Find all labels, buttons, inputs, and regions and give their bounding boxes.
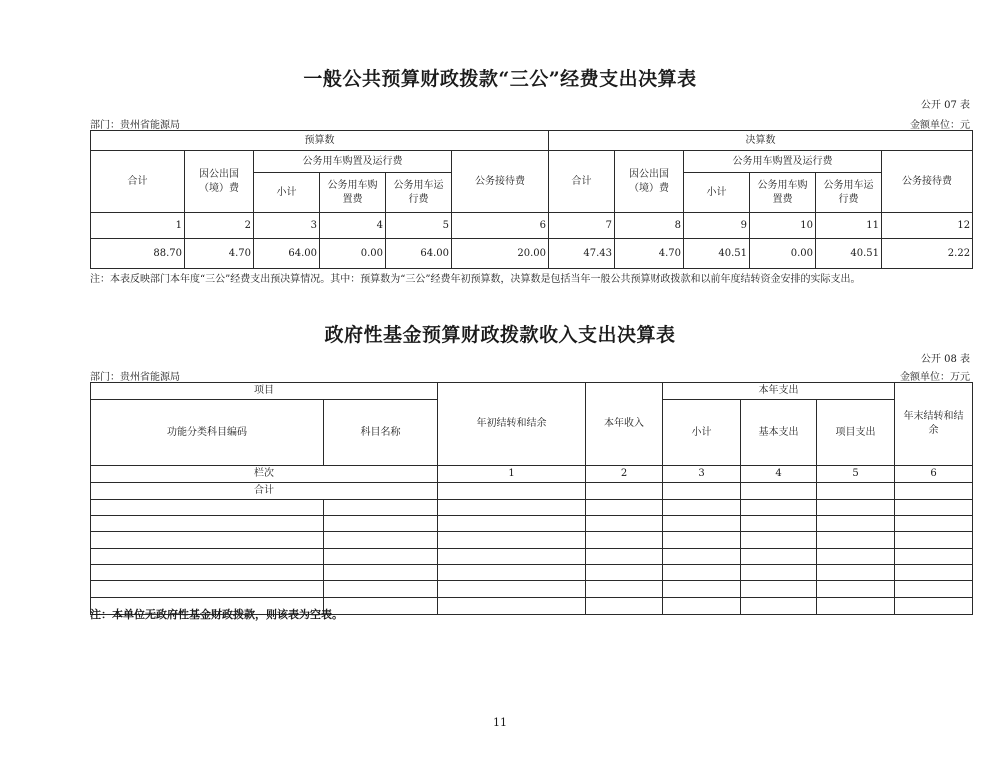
table1-note: 注：本表反映部门本年度“三公”经费支出预决算情况。其中：预算数为“三公”经费年初预算数，决算数是包括当年一般公共预算财政拨款和以前年度结转资金安排的实际支出。 xyxy=(90,274,861,285)
value-cell: 0.00 xyxy=(320,239,386,269)
index-cell: 5 xyxy=(386,213,452,239)
empty-cell xyxy=(438,483,586,500)
empty-cell xyxy=(586,483,663,500)
index-cell: 10 xyxy=(750,213,816,239)
index-cell: 3 xyxy=(254,213,320,239)
table-row xyxy=(91,565,973,581)
table2-note: 注：本单位无政府性基金财政拨款，则该表为空表。 xyxy=(90,608,343,621)
index-cell: 9 xyxy=(684,213,750,239)
table2-department: 部门：贵州省能源局 xyxy=(90,372,180,383)
index-cell: 3 xyxy=(663,466,741,483)
total-label-cell: 合计 xyxy=(91,483,438,500)
value-cell: 64.00 xyxy=(386,239,452,269)
budget-purchase-header: 公务用车购 置费 xyxy=(320,173,386,213)
index-cell: 6 xyxy=(895,466,973,483)
value-cell: 40.51 xyxy=(684,239,750,269)
final-group-header: 决算数 xyxy=(549,131,973,151)
table-row xyxy=(91,549,973,565)
final-abroad-header: 因公出国 （境）费 xyxy=(615,151,684,213)
basic-expense-header: 基本支出 xyxy=(741,400,817,466)
budget-abroad-header: 因公出国 （境）费 xyxy=(185,151,254,213)
page-number: 11 xyxy=(493,716,507,729)
expense-group-header: 本年支出 xyxy=(663,383,895,400)
project-expense-header: 项目支出 xyxy=(817,400,895,466)
index-cell: 4 xyxy=(741,466,817,483)
table2-unit: 金额单位：万元 xyxy=(900,372,970,383)
table2-title: 政府性基金预算财政拨款收入支出决算表 xyxy=(324,324,676,346)
end-balance-header: 年末结转和结 余 xyxy=(895,383,973,466)
final-reception-header: 公务接待费 xyxy=(882,151,973,213)
index-cell: 7 xyxy=(549,213,615,239)
budget-reception-header: 公务接待费 xyxy=(452,151,549,213)
table-row xyxy=(91,532,973,549)
table-row xyxy=(91,500,973,516)
table2-code: 公开 08 表 xyxy=(920,354,970,365)
index-cell: 12 xyxy=(882,213,973,239)
value-cell: 47.43 xyxy=(549,239,615,269)
index-cell: 1 xyxy=(438,466,586,483)
value-cell: 20.00 xyxy=(452,239,549,269)
value-cell: 2.22 xyxy=(882,239,973,269)
table2-index-row xyxy=(91,466,973,483)
row-label-cell: 栏次 xyxy=(91,466,438,483)
value-cell: 4.70 xyxy=(615,239,684,269)
table1-values-row xyxy=(91,239,973,269)
index-cell: 2 xyxy=(185,213,254,239)
empty-cell xyxy=(895,483,973,500)
index-cell: 8 xyxy=(615,213,684,239)
index-cell: 6 xyxy=(452,213,549,239)
budget-group-header: 预算数 xyxy=(91,131,549,151)
empty-cell xyxy=(663,483,741,500)
table1-code: 公开 07 表 xyxy=(920,100,970,111)
value-cell: 4.70 xyxy=(185,239,254,269)
final-subtotal-header: 小计 xyxy=(684,173,750,213)
final-total-header: 合计 xyxy=(549,151,615,213)
value-cell: 0.00 xyxy=(750,239,816,269)
subject-name-header: 科目名称 xyxy=(324,400,438,466)
budget-vehicle-header: 公务用车购置及运行费 xyxy=(254,151,452,173)
item-group-header: 项目 xyxy=(91,383,438,400)
budget-operation-header: 公务用车运 行费 xyxy=(386,173,452,213)
final-vehicle-header: 公务用车购置及运行费 xyxy=(684,151,882,173)
begin-balance-header: 年初结转和结余 xyxy=(438,383,586,466)
value-cell: 40.51 xyxy=(816,239,882,269)
index-cell: 5 xyxy=(817,466,895,483)
table1 xyxy=(90,130,973,269)
budget-total-header: 合计 xyxy=(91,151,185,213)
table-row xyxy=(91,581,973,598)
table-row xyxy=(91,516,973,532)
table1-title: 一般公共预算财政拨款“三公”经费支出决算表 xyxy=(303,68,697,90)
index-cell: 11 xyxy=(816,213,882,239)
index-cell: 1 xyxy=(91,213,185,239)
table2-total-row xyxy=(91,483,973,500)
table1-department: 部门：贵州省能源局 xyxy=(90,120,180,131)
final-operation-header: 公务用车运 行费 xyxy=(816,173,882,213)
income-header: 本年收入 xyxy=(586,383,663,466)
value-cell: 88.70 xyxy=(91,239,185,269)
empty-cell xyxy=(817,483,895,500)
index-cell: 2 xyxy=(586,466,663,483)
table1-unit: 金额单位：元 xyxy=(910,120,970,131)
final-purchase-header: 公务用车购 置费 xyxy=(750,173,816,213)
table2 xyxy=(90,382,973,615)
func-code-header: 功能分类科目编码 xyxy=(91,400,324,466)
expense-subtotal-header: 小计 xyxy=(663,400,741,466)
table1-index-row xyxy=(91,213,973,239)
index-cell: 4 xyxy=(320,213,386,239)
empty-cell xyxy=(741,483,817,500)
value-cell: 64.00 xyxy=(254,239,320,269)
budget-subtotal-header: 小计 xyxy=(254,173,320,213)
